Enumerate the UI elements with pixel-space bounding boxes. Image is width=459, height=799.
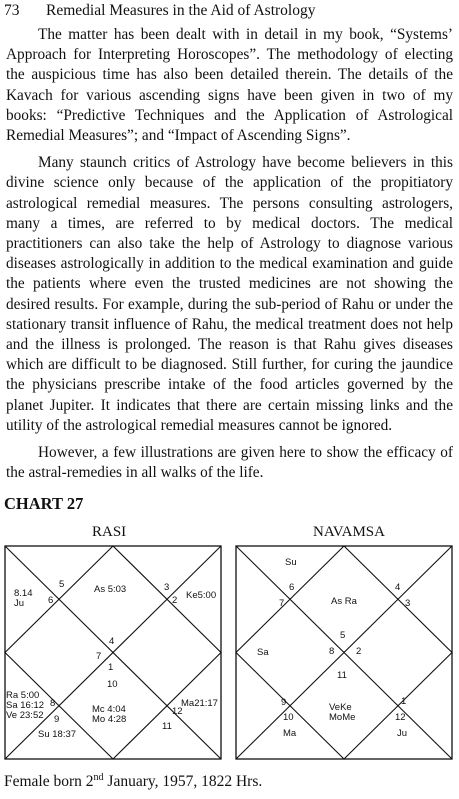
navamsa-title: NAVAMSA [313,524,385,540]
rasi-chart-grid [4,545,222,760]
rasi-h7-sign: 10 [107,679,118,690]
rasi-h5-planets: Ra 5:00 Sa 16:12 Ve 23:52 [6,690,45,721]
rasi-h3-sign: 6 [48,595,54,606]
navamsa-h5-sign: 9 [281,697,287,708]
rasi-h4-sign: 7 [96,651,102,662]
navamsa-h4-planets: Sa [257,647,269,658]
body-text [6,25,453,483]
paragraph-2: Many staunch critics of Astrology have become believers in this divine science only because of the application of the propitiatory astrological remedial measures. The persons consulting astrologers, many a times, are referred to by medical doctors. The medical practitioners can also take the help of Astrology to diagnose various diseases astrologically in addition to the medical examination and guide the patients where even the trusted medicines are not showing the desired results. For example, during the sub-period of Rahu or under the stationary transit influence of Rahu, the medical treatment does not help and the illness is prolonged. The reason is that Rahu gives diseases which are difficult to be diagnosed. Still further, for curing the jaundice the physicians prescribe intake of the food articles governed by the planet Jupiter. It indicates that there are certain missing links and the utility of the astrological remedial measures cannot be ignored. [6,154,453,434]
navamsa-h2-planets: Su [285,557,297,568]
rasi-h9-planets: Ma21:17 [181,698,218,709]
navamsa-h11-sign: 3 [405,598,411,609]
caption-superscript: nd [93,772,104,783]
running-title: Remedial Measures in the Aid of Astrology [46,2,316,19]
rasi-h1-planets: As 5:03 [94,584,127,595]
navamsa-h9-sign: 1 [401,696,407,707]
navamsa-h8-planets: Ju [397,728,408,739]
navamsa-h1-sign: 5 [340,630,346,641]
rasi-h6-sign: 9 [54,714,60,725]
navamsa-h1-planets: As Ra [331,596,357,607]
rasi-title: RASI [92,524,127,540]
rasi-h9-sign: 12 [172,706,183,717]
caption-suffix: January, 1957, 1822 Hrs. [103,773,263,791]
navamsa-h4-sign: 8 [329,646,335,657]
paragraph-3: However, a few illustrations are given here to show the efficacy of the astral-remedies in all walks of the life. [6,444,453,482]
navamsa-h6-sign: 10 [283,712,294,723]
rasi-h12-sign: 3 [164,582,170,593]
navamsa-h7-sign: 11 [337,670,347,681]
rasi-h5-sign: 8 [50,698,56,709]
rasi-h8-sign: 11 [162,721,172,732]
rasi-h10-sign: 1 [108,662,114,673]
navamsa-h7-planets: VeKe MoMe [329,702,356,723]
navamsa-h10-sign: 2 [356,646,362,657]
rasi-h2-sign: 5 [59,579,65,590]
navamsa-h6-planets: Ma [283,728,297,739]
chart-title: CHART 27 [4,494,84,513]
rasi-h3-planets: 8.14 Ju [14,588,33,609]
rasi-h7-planets: Mc 4:04 Mo 4:28 [92,704,127,725]
rasi-chart [4,545,222,760]
rasi-h11-sign: 2 [172,595,178,606]
page-header [4,2,455,22]
chart-caption [4,772,262,791]
caption-prefix: Female born 2 [4,773,94,791]
rasi-h6-planets: Su 18:37 [38,729,77,740]
navamsa-h8-sign: 12 [395,712,406,723]
navamsa-h2-sign: 6 [289,582,295,593]
rasi-h11-planets: Ke5:00 [186,590,217,601]
navamsa-chart [235,545,453,760]
rasi-h1-sign: 4 [109,636,115,647]
navamsa-h12-sign: 4 [395,582,401,593]
navamsa-h3-sign: 7 [279,598,285,609]
page-number: 73 [4,2,20,19]
paragraph-1: The matter has been dealt with in detail in my book, “Systems’ Approach for Interpreting Horoscopes”. The methodology of electing the auspicious time has also been detailed therein. The details of the Kavach for various ascending signs have been given in two of my books: “Predictive Techniques and the Application of Astrological Remedial Measures”; and “Impact of Ascending Signs”. [6,26,453,145]
